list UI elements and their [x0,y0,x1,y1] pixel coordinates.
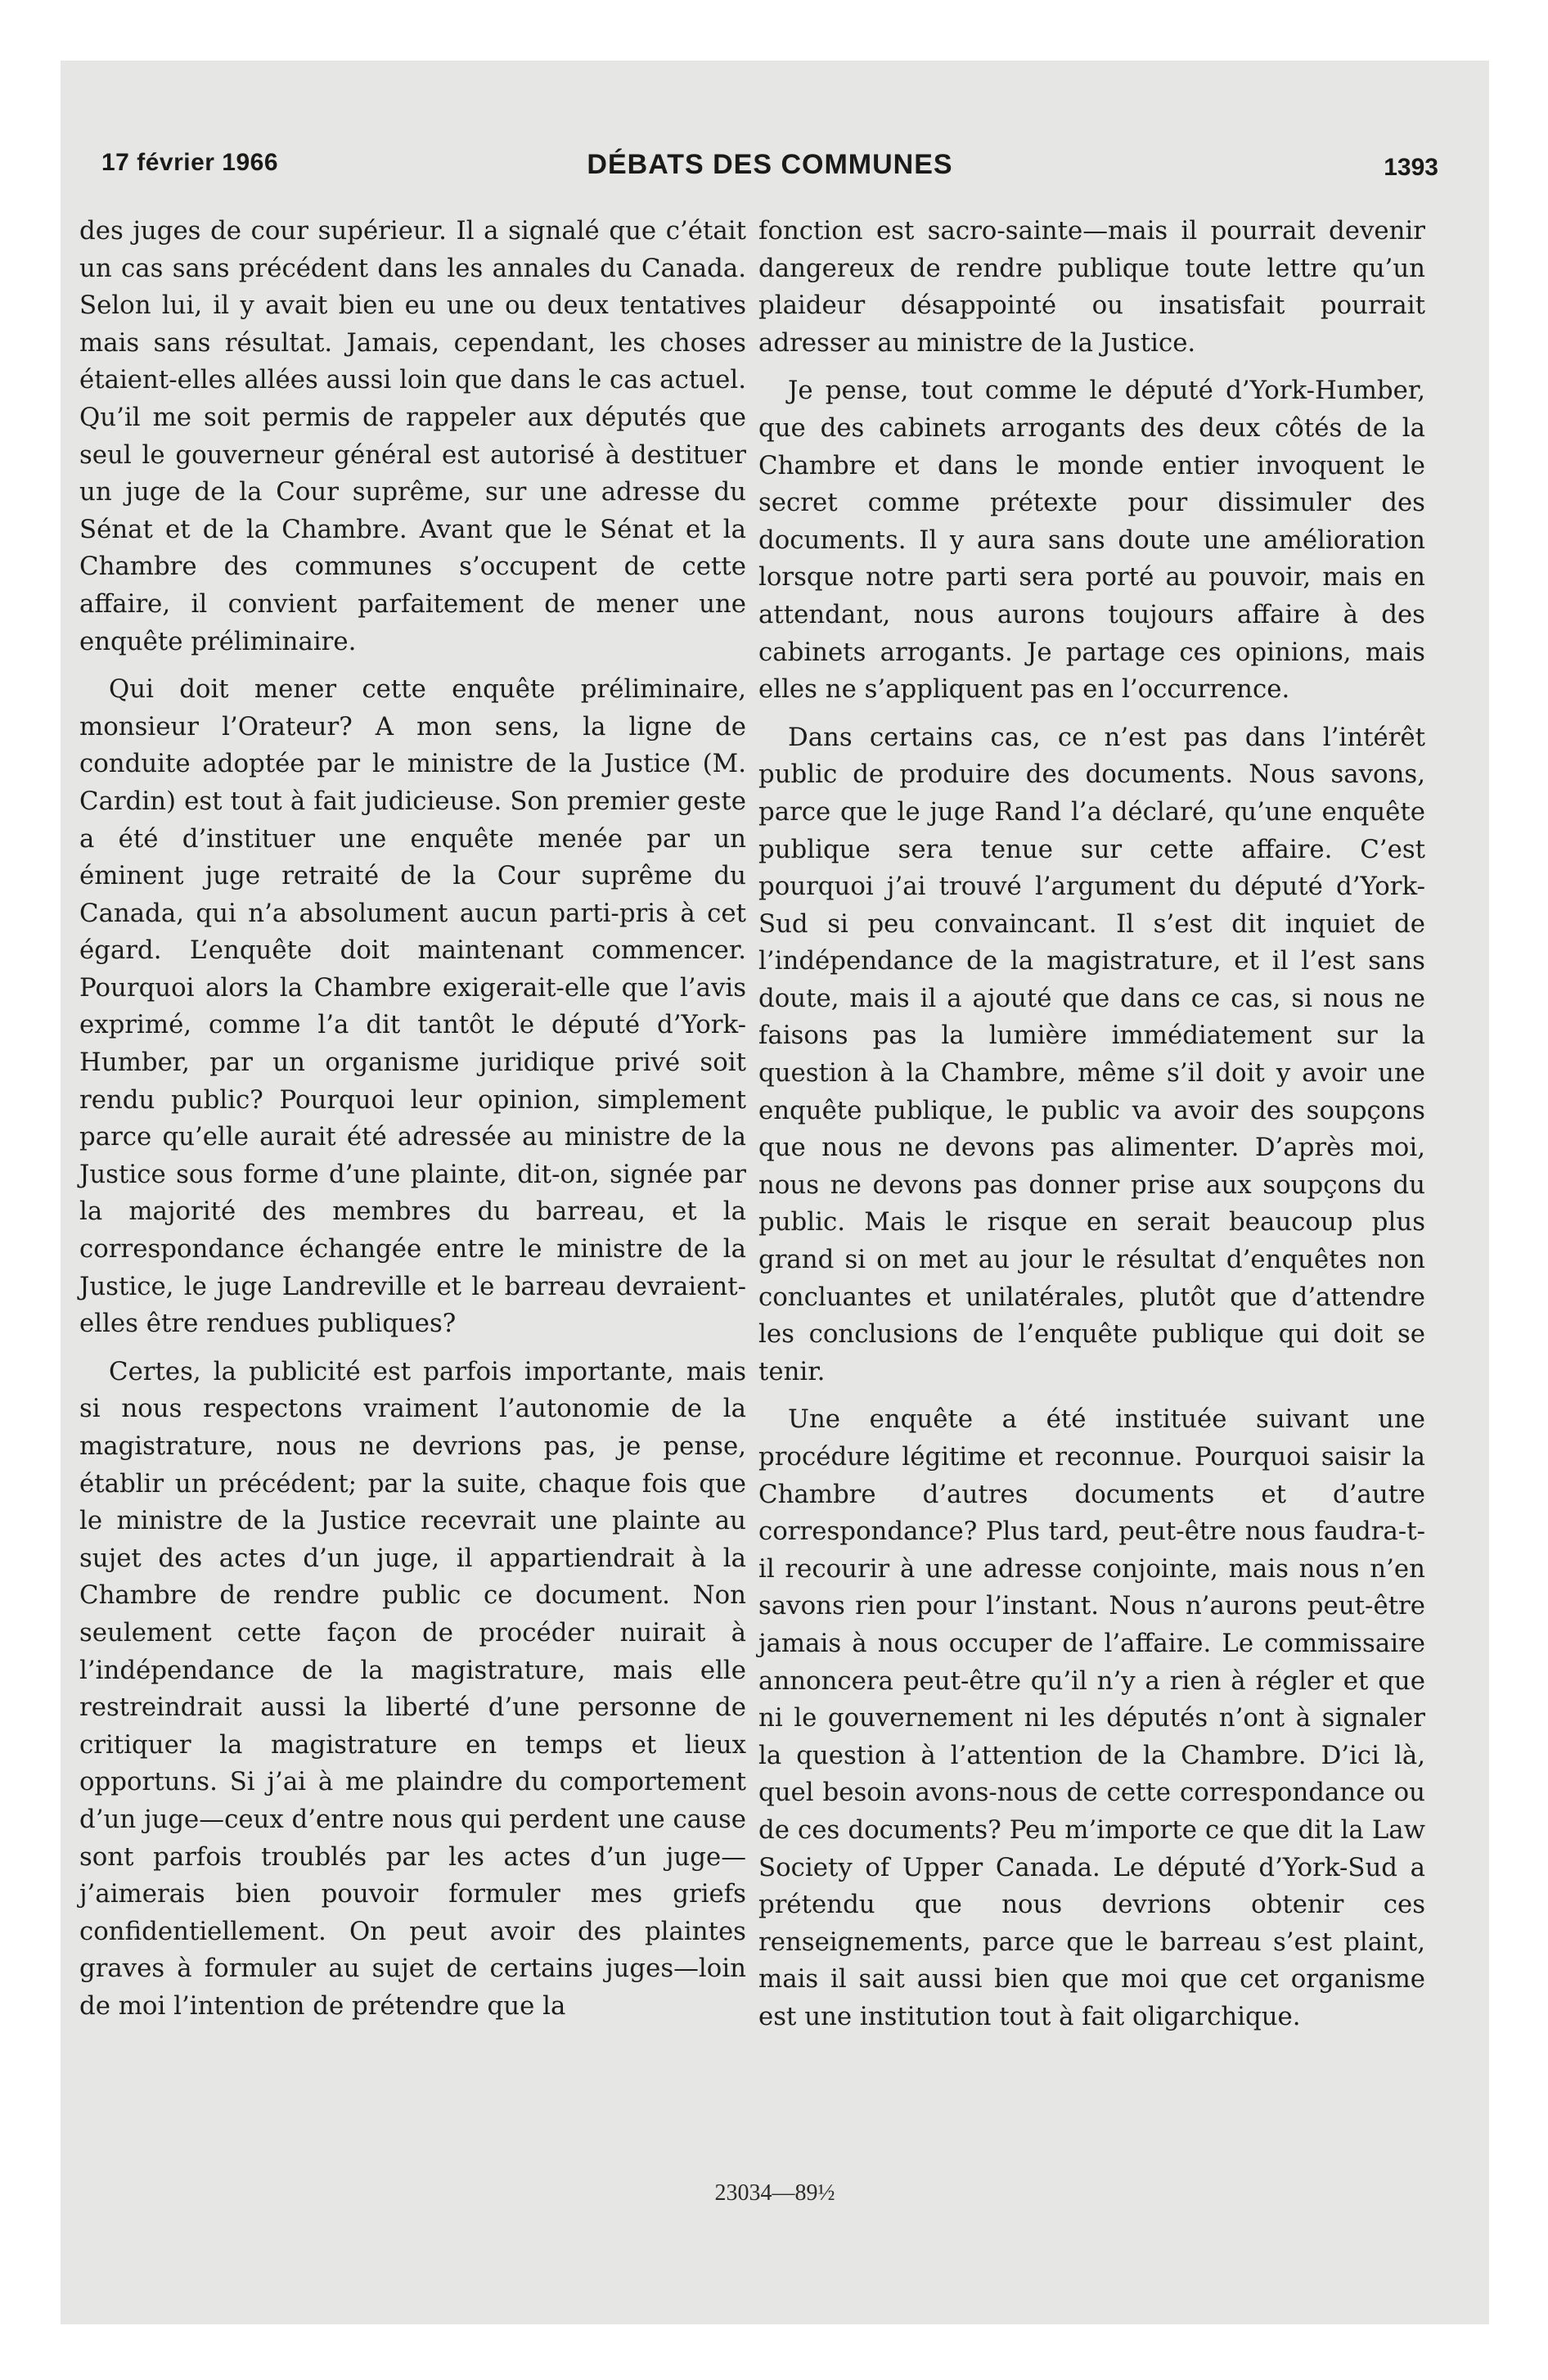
paragraph: Une enquête a été instituée suivant une procédure légitime et reconnue. Pourquoi saisir la Chambre d’autres documents et d’autre correspondance? Plus tard, peut-être nous faudra-t-il recourir à une adresse conjointe, mais nous n’en savons rien pour l’instant. Nous n’aurons peut-être jamais à nous occuper de l’affaire. Le commissaire annoncera peut-être qu’il n’y a rien à régler et que ni le gouvernement ni les députés n’ont à signaler la question à l’attention de la Chambre. D’ici là, quel besoin avons-nous de cette correspondance ou de ces documents? Peu m’importe ce que dit la Law Society of Upper Canada. Le député d’York-Sud a prétendu que nous devrions obtenir ces renseignements, parce que le barreau s’est plaint, mais il sait aussi bien que moi que cet organisme est une institution tout à fait oligarchique. [758,1404,1425,2031]
page-number: 1393 [1384,154,1438,181]
left-column [79,213,746,2036]
page-header [101,149,1438,198]
printer-signature: 23034—89½ [714,2180,835,2206]
paragraph: Dans certains cas, ce n’est pas dans l’intérêt public de produire des documents. Nous savons, parce que le juge Rand l’a déclaré, qu’une enquête publique sera tenue sur cette affaire. C’est pourquoi j’ai trouvé l’argument du député d’York-Sud si peu convaincant. Il s’est dit inquiet de l’indépendance de la magistrature, et il l’est sans doute, mais il a ajouté que dans ce cas, si nous ne faisons pas la lumière immédiatement sur la question à la Chambre, même s’il doit y avoir une enquête publique, le public va avoir des soupçons que nous ne devons pas alimenter. D’après moi, nous ne devons pas donner prise aux soupçons du public. Mais le risque en serait beaucoup plus grand si on met au jour le résultat d’enquêtes non concluantes et unilatérales, plutôt que d’attendre les conclusions de l’enquête publique qui doit se tenir. [758,722,1425,1386]
paragraph: des juges de cour supérieur. Il a signalé que c’était un cas sans précédent dans les annales du Canada. Selon lui, il y avait bien eu une ou deux tentatives mais sans résultat. Jamais, cependant, les choses étaient-elles allées aussi loin que dans le cas actuel. Qu’il me soit permis de rappeler aux députés que seul le gouverneur général est autorisé à destituer un juge de la Cour suprême, sur une adresse du Sénat et de la Chambre. Avant que le Sénat et la Chambre des communes s’occupent de cette affaire, il convient parfaitement de mener une enquête préliminaire. [79,216,746,656]
header-title: DÉBATS DES COMMUNES [587,149,953,180]
scanned-page [61,61,1489,2324]
paragraph: Certes, la publicité est parfois importante, mais si nous respectons vraiment l’autonomie de la magistrature, nous ne devrions pas, je pense, établir un précédent; par la suite, chaque fois que le ministre de la Justice recevrait une plainte au sujet des actes d’un juge, il appartiendrait à la Chambre de rendre public ce document. Non seulement cette façon de procéder nuirait à l’indépendance de la magistrature, mais elle restreindrait aussi la liberté d’une personne de critiquer la magistrature en temps et lieux opportuns. Si j’ai à me plaindre du comportement d’un juge—ceux d’entre nous qui perdent une cause sont parfois troublés par les actes d’un juge—j’aimerais bien pouvoir formuler mes griefs confidentiellement. On peut avoir des plaintes graves à formuler au sujet de certains juges—loin de moi l’intention de prétendre que la [79,1356,746,2021]
header-date: 17 février 1966 [101,149,279,176]
right-column [758,213,1425,2047]
paragraph: fonction est sacro-sainte—mais il pourrait devenir dangereux de rendre publique toute lettre qu’un plaideur désappointé ou insatisfait pourrait adresser au ministre de la Justice. [758,216,1425,358]
paragraph: Je pense, tout comme le député d’York-Humber, que des cabinets arrogants des deux côtés de la Chambre et dans le monde entier invoquent le secret comme prétexte pour dissimuler des documents. Il y aura sans doute une amélioration lorsque notre parti sera porté au pouvoir, mais en attendant, nous aurons toujours affaire à des cabinets arrogants. Je partage ces opinions, mais elles ne s’appliquent pas en l’occurrence. [758,376,1425,705]
paragraph: Qui doit mener cette enquête préliminaire, monsieur l’Orateur? A mon sens, la ligne de conduite adoptée par le ministre de la Justice (M. Cardin) est tout à fait judicieuse. Son premier geste a été d’instituer une enquête menée par un éminent juge retraité de la Cour suprême du Canada, qui n’a absolument aucun parti-pris à cet égard. L’enquête doit maintenant commencer. Pourquoi alors la Chambre exigerait-elle que l’avis exprimé, comme l’a dit tantôt le député d’York-Humber, par un organisme juridique privé soit rendu public? Pourquoi leur opinion, simplement parce qu’elle aurait été adressée au ministre de la Justice sous forme d’une plainte, dit-on, signée par la majorité des membres du barreau, et la correspondance échangée entre le ministre de la Justice, le juge Landreville et le barreau devraient-elles être rendues publiques? [79,674,746,1339]
